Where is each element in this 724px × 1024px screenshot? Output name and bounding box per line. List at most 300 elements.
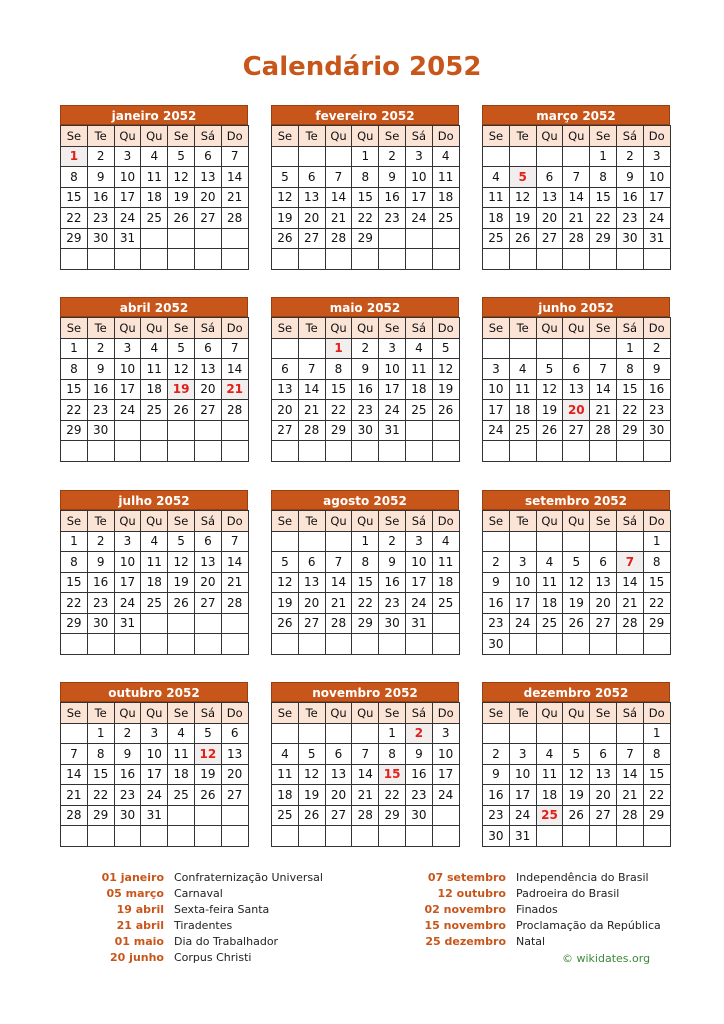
weekday-header: Se: [379, 511, 406, 532]
holiday-day-cell: 20: [563, 400, 590, 421]
holiday-date: 25 dezembro: [425, 935, 506, 948]
day-cell: 17: [509, 785, 536, 806]
empty-cell: [141, 613, 168, 634]
day-cell: 8: [643, 552, 670, 573]
weekday-header: Se: [272, 703, 299, 724]
holiday-date: 05 março: [106, 887, 164, 900]
weekday-header: Se: [379, 126, 406, 147]
holiday-name: Sexta-feira Santa: [174, 903, 270, 916]
day-cell: 17: [405, 572, 432, 593]
day-cell: 1: [61, 338, 88, 359]
day-cell: 6: [590, 744, 617, 765]
weekday-header: Se: [168, 318, 195, 339]
day-cell: 2: [87, 531, 114, 552]
day-cell: 2: [379, 146, 406, 167]
holiday-row: [400, 870, 661, 886]
empty-cell: [298, 634, 325, 655]
day-cell: 30: [87, 228, 114, 249]
empty-cell: [272, 146, 299, 167]
day-cell: 28: [352, 805, 379, 826]
holiday-name: Natal: [516, 935, 546, 948]
weekday-header: Se: [379, 318, 406, 339]
empty-cell: [298, 723, 325, 744]
day-cell: 25: [141, 400, 168, 421]
empty-cell: [563, 249, 590, 270]
weekday-header: Qu: [563, 511, 590, 532]
empty-cell: [432, 826, 459, 847]
weekday-header: Te: [298, 511, 325, 532]
day-cell: 7: [221, 146, 248, 167]
weekday-header: Sá: [616, 126, 643, 147]
day-cell: 24: [643, 208, 670, 229]
empty-cell: [536, 826, 563, 847]
day-cell: 3: [141, 723, 168, 744]
holiday-day-cell: 25: [536, 805, 563, 826]
day-cell: 6: [194, 531, 221, 552]
day-cell: 31: [141, 805, 168, 826]
day-cell: 30: [616, 228, 643, 249]
day-cell: 24: [509, 805, 536, 826]
day-cell: 29: [87, 805, 114, 826]
month-title: maio 2052: [271, 297, 459, 317]
holiday-date: 19 abril: [116, 903, 164, 916]
day-cell: 12: [432, 359, 459, 380]
day-cell: 30: [405, 805, 432, 826]
day-cell: 11: [509, 379, 536, 400]
holiday-date: 01 janeiro: [101, 871, 164, 884]
day-cell: 3: [432, 723, 459, 744]
empty-cell: [590, 441, 617, 462]
day-cell: 16: [616, 187, 643, 208]
day-cell: 24: [114, 400, 141, 421]
empty-cell: [509, 249, 536, 270]
empty-cell: [221, 249, 248, 270]
day-cell: 10: [432, 744, 459, 765]
weekday-header: Do: [643, 318, 670, 339]
day-cell: 2: [87, 338, 114, 359]
day-cell: 18: [405, 379, 432, 400]
holiday-day-cell: 15: [379, 764, 406, 785]
weekday-header: Se: [590, 318, 617, 339]
day-cell: 9: [379, 167, 406, 188]
day-cell: 3: [509, 552, 536, 573]
day-cell: 30: [87, 420, 114, 441]
day-cell: 4: [536, 744, 563, 765]
day-cell: 5: [298, 744, 325, 765]
empty-cell: [221, 634, 248, 655]
month-title: novembro 2052: [271, 682, 459, 702]
empty-cell: [272, 634, 299, 655]
day-cell: 4: [405, 338, 432, 359]
credit-link[interactable]: © wikidates.org: [562, 952, 651, 965]
empty-cell: [168, 441, 195, 462]
empty-cell: [509, 634, 536, 655]
weekday-header: Te: [87, 126, 114, 147]
weekday-header: Do: [221, 511, 248, 532]
empty-cell: [114, 634, 141, 655]
day-cell: 8: [352, 552, 379, 573]
day-cell: 22: [61, 208, 88, 229]
empty-cell: [325, 441, 352, 462]
day-cell: 29: [325, 420, 352, 441]
day-cell: 21: [298, 400, 325, 421]
day-cell: 27: [563, 420, 590, 441]
holiday-date: 02 novembro: [424, 903, 506, 916]
day-cell: 15: [61, 379, 88, 400]
day-cell: 29: [643, 805, 670, 826]
weekday-header: Te: [87, 511, 114, 532]
empty-cell: [643, 826, 670, 847]
holiday-date: 12 outubro: [437, 887, 506, 900]
day-cell: 21: [325, 593, 352, 614]
weekday-header: Se: [590, 511, 617, 532]
day-cell: 5: [272, 552, 299, 573]
day-cell: 10: [114, 359, 141, 380]
day-cell: 26: [298, 805, 325, 826]
day-cell: 10: [405, 167, 432, 188]
empty-cell: [298, 826, 325, 847]
weekday-header: Se: [272, 318, 299, 339]
empty-cell: [432, 228, 459, 249]
empty-cell: [141, 420, 168, 441]
day-cell: 7: [590, 359, 617, 380]
day-cell: 3: [483, 359, 510, 380]
month-title: outubro 2052: [60, 682, 248, 702]
day-cell: 17: [405, 187, 432, 208]
empty-cell: [536, 338, 563, 359]
empty-cell: [509, 146, 536, 167]
day-cell: 14: [221, 359, 248, 380]
empty-cell: [536, 723, 563, 744]
empty-cell: [141, 249, 168, 270]
weekday-header: Sá: [616, 703, 643, 724]
weekday-header: Sá: [405, 511, 432, 532]
empty-cell: [536, 249, 563, 270]
weekday-header: Qu: [325, 703, 352, 724]
day-cell: 12: [272, 187, 299, 208]
day-cell: 27: [298, 228, 325, 249]
day-cell: 2: [483, 744, 510, 765]
empty-cell: [563, 146, 590, 167]
empty-cell: [61, 723, 88, 744]
day-cell: 11: [272, 764, 299, 785]
holiday-day-cell: 21: [221, 379, 248, 400]
day-cell: 6: [590, 552, 617, 573]
weekday-header: Qu: [352, 318, 379, 339]
day-cell: 8: [352, 167, 379, 188]
empty-cell: [432, 634, 459, 655]
empty-cell: [590, 826, 617, 847]
page-title: Calendário 2052: [242, 52, 482, 82]
day-cell: 10: [405, 552, 432, 573]
day-cell: 27: [298, 613, 325, 634]
weekday-header: Do: [432, 126, 459, 147]
day-cell: 23: [352, 400, 379, 421]
holiday-day-cell: 19: [168, 379, 195, 400]
month-10: [60, 682, 248, 847]
day-cell: 14: [298, 379, 325, 400]
day-cell: 22: [61, 400, 88, 421]
day-cell: 26: [563, 613, 590, 634]
day-cell: 22: [379, 785, 406, 806]
weekday-header: Sá: [194, 318, 221, 339]
month-8: [271, 490, 459, 655]
holiday-row: [60, 870, 323, 886]
holiday-day-cell: 7: [616, 552, 643, 573]
empty-cell: [168, 613, 195, 634]
day-cell: 28: [590, 420, 617, 441]
day-cell: 10: [509, 764, 536, 785]
day-cell: 19: [298, 785, 325, 806]
day-cell: 6: [194, 146, 221, 167]
empty-cell: [563, 338, 590, 359]
day-cell: 17: [379, 379, 406, 400]
day-cell: 8: [61, 552, 88, 573]
day-cell: 22: [87, 785, 114, 806]
empty-cell: [168, 228, 195, 249]
empty-cell: [405, 249, 432, 270]
day-cell: 7: [298, 359, 325, 380]
day-cell: 5: [272, 167, 299, 188]
day-cell: 23: [379, 208, 406, 229]
weekday-header: Sá: [194, 511, 221, 532]
month-11: [271, 682, 459, 847]
day-cell: 5: [194, 723, 221, 744]
day-cell: 29: [61, 613, 88, 634]
day-cell: 11: [483, 187, 510, 208]
day-cell: 1: [61, 531, 88, 552]
weekday-header: Qu: [325, 511, 352, 532]
empty-cell: [114, 420, 141, 441]
day-cell: 25: [432, 208, 459, 229]
holiday-date: 21 abril: [116, 919, 164, 932]
day-cell: 10: [483, 379, 510, 400]
weekday-header: Se: [168, 126, 195, 147]
day-cell: 1: [643, 531, 670, 552]
weekday-header: Qu: [325, 318, 352, 339]
day-cell: 12: [563, 572, 590, 593]
day-cell: 9: [87, 167, 114, 188]
day-cell: 26: [509, 228, 536, 249]
day-cell: 5: [168, 531, 195, 552]
empty-cell: [221, 826, 248, 847]
day-cell: 19: [432, 379, 459, 400]
day-cell: 17: [114, 379, 141, 400]
empty-cell: [483, 531, 510, 552]
day-cell: 19: [563, 593, 590, 614]
day-cell: 23: [405, 785, 432, 806]
empty-cell: [114, 249, 141, 270]
day-cell: 19: [509, 208, 536, 229]
month-title: abril 2052: [60, 297, 248, 317]
day-cell: 13: [590, 572, 617, 593]
day-cell: 12: [272, 572, 299, 593]
day-cell: 20: [194, 187, 221, 208]
day-cell: 12: [168, 552, 195, 573]
day-cell: 24: [432, 785, 459, 806]
day-cell: 15: [61, 572, 88, 593]
empty-cell: [432, 249, 459, 270]
day-cell: 28: [563, 228, 590, 249]
day-cell: 15: [643, 764, 670, 785]
day-cell: 25: [141, 208, 168, 229]
empty-cell: [509, 338, 536, 359]
empty-cell: [87, 249, 114, 270]
day-cell: 18: [536, 593, 563, 614]
day-cell: 12: [536, 379, 563, 400]
empty-cell: [298, 441, 325, 462]
day-cell: 20: [536, 208, 563, 229]
weekday-header: Sá: [405, 126, 432, 147]
empty-cell: [194, 249, 221, 270]
day-cell: 7: [61, 744, 88, 765]
day-cell: 29: [379, 805, 406, 826]
day-cell: 15: [616, 379, 643, 400]
holiday-date: 20 junho: [110, 951, 164, 964]
day-cell: 15: [352, 187, 379, 208]
day-cell: 14: [221, 552, 248, 573]
day-cell: 18: [432, 187, 459, 208]
day-cell: 4: [432, 146, 459, 167]
day-cell: 3: [405, 146, 432, 167]
empty-cell: [61, 441, 88, 462]
day-cell: 1: [616, 338, 643, 359]
empty-cell: [483, 338, 510, 359]
day-cell: 14: [61, 764, 88, 785]
day-cell: 16: [87, 572, 114, 593]
holiday-day-cell: 2: [405, 723, 432, 744]
day-cell: 27: [272, 420, 299, 441]
weekday-header: Qu: [114, 703, 141, 724]
weekday-header: Qu: [536, 126, 563, 147]
empty-cell: [61, 826, 88, 847]
weekday-header: Te: [298, 126, 325, 147]
day-cell: 10: [509, 572, 536, 593]
day-cell: 13: [298, 572, 325, 593]
empty-cell: [352, 249, 379, 270]
day-cell: 3: [509, 744, 536, 765]
day-cell: 2: [483, 552, 510, 573]
day-cell: 2: [379, 531, 406, 552]
empty-cell: [590, 634, 617, 655]
day-cell: 26: [272, 228, 299, 249]
weekday-header: Qu: [352, 126, 379, 147]
month-title: setembro 2052: [482, 490, 670, 510]
day-cell: 23: [643, 400, 670, 421]
day-cell: 21: [590, 400, 617, 421]
empty-cell: [536, 441, 563, 462]
day-cell: 29: [616, 420, 643, 441]
holiday-row: [60, 950, 323, 966]
empty-cell: [483, 441, 510, 462]
day-cell: 5: [168, 146, 195, 167]
weekday-header: Se: [61, 703, 88, 724]
weekday-header: Do: [643, 511, 670, 532]
holiday-date: 01 maio: [114, 935, 164, 948]
day-cell: 5: [563, 552, 590, 573]
day-cell: 20: [194, 572, 221, 593]
empty-cell: [405, 420, 432, 441]
day-cell: 13: [272, 379, 299, 400]
day-cell: 26: [168, 208, 195, 229]
day-cell: 18: [509, 400, 536, 421]
day-cell: 16: [483, 593, 510, 614]
day-cell: 2: [352, 338, 379, 359]
empty-cell: [87, 826, 114, 847]
day-cell: 22: [352, 593, 379, 614]
empty-cell: [194, 805, 221, 826]
day-cell: 22: [616, 400, 643, 421]
day-cell: 28: [61, 805, 88, 826]
day-cell: 1: [87, 723, 114, 744]
day-cell: 26: [194, 785, 221, 806]
holiday-row: [400, 918, 661, 934]
holiday-name: Carnaval: [174, 887, 223, 900]
day-cell: 22: [61, 593, 88, 614]
day-cell: 29: [352, 613, 379, 634]
empty-cell: [87, 441, 114, 462]
day-cell: 4: [141, 146, 168, 167]
day-cell: 16: [352, 379, 379, 400]
day-cell: 11: [432, 552, 459, 573]
weekday-header: Qu: [325, 126, 352, 147]
holiday-date: 07 setembro: [427, 871, 506, 884]
empty-cell: [536, 634, 563, 655]
day-cell: 24: [114, 593, 141, 614]
day-cell: 21: [616, 785, 643, 806]
weekday-header: Qu: [563, 703, 590, 724]
weekday-header: Qu: [352, 511, 379, 532]
empty-cell: [563, 441, 590, 462]
day-cell: 25: [405, 400, 432, 421]
day-cell: 22: [643, 593, 670, 614]
month-title: janeiro 2052: [60, 105, 248, 125]
month-title: agosto 2052: [271, 490, 459, 510]
empty-cell: [141, 228, 168, 249]
day-cell: 9: [87, 359, 114, 380]
day-cell: 7: [563, 167, 590, 188]
day-cell: 5: [168, 338, 195, 359]
day-cell: 13: [298, 187, 325, 208]
day-cell: 17: [114, 187, 141, 208]
empty-cell: [379, 826, 406, 847]
day-cell: 26: [563, 805, 590, 826]
day-cell: 20: [298, 208, 325, 229]
day-cell: 19: [168, 572, 195, 593]
day-cell: 15: [590, 187, 617, 208]
month-title: julho 2052: [60, 490, 248, 510]
weekday-header: Te: [509, 318, 536, 339]
day-cell: 19: [536, 400, 563, 421]
day-cell: 8: [379, 744, 406, 765]
day-cell: 30: [352, 420, 379, 441]
day-cell: 4: [141, 338, 168, 359]
day-cell: 29: [61, 228, 88, 249]
day-cell: 22: [590, 208, 617, 229]
day-cell: 28: [298, 420, 325, 441]
weekday-header: Se: [483, 126, 510, 147]
day-cell: 23: [483, 805, 510, 826]
day-cell: 31: [405, 613, 432, 634]
day-cell: 2: [643, 338, 670, 359]
empty-cell: [616, 441, 643, 462]
day-cell: 11: [141, 552, 168, 573]
day-cell: 16: [379, 572, 406, 593]
empty-cell: [61, 249, 88, 270]
empty-cell: [87, 634, 114, 655]
holiday-list-left: [60, 870, 323, 966]
empty-cell: [325, 723, 352, 744]
